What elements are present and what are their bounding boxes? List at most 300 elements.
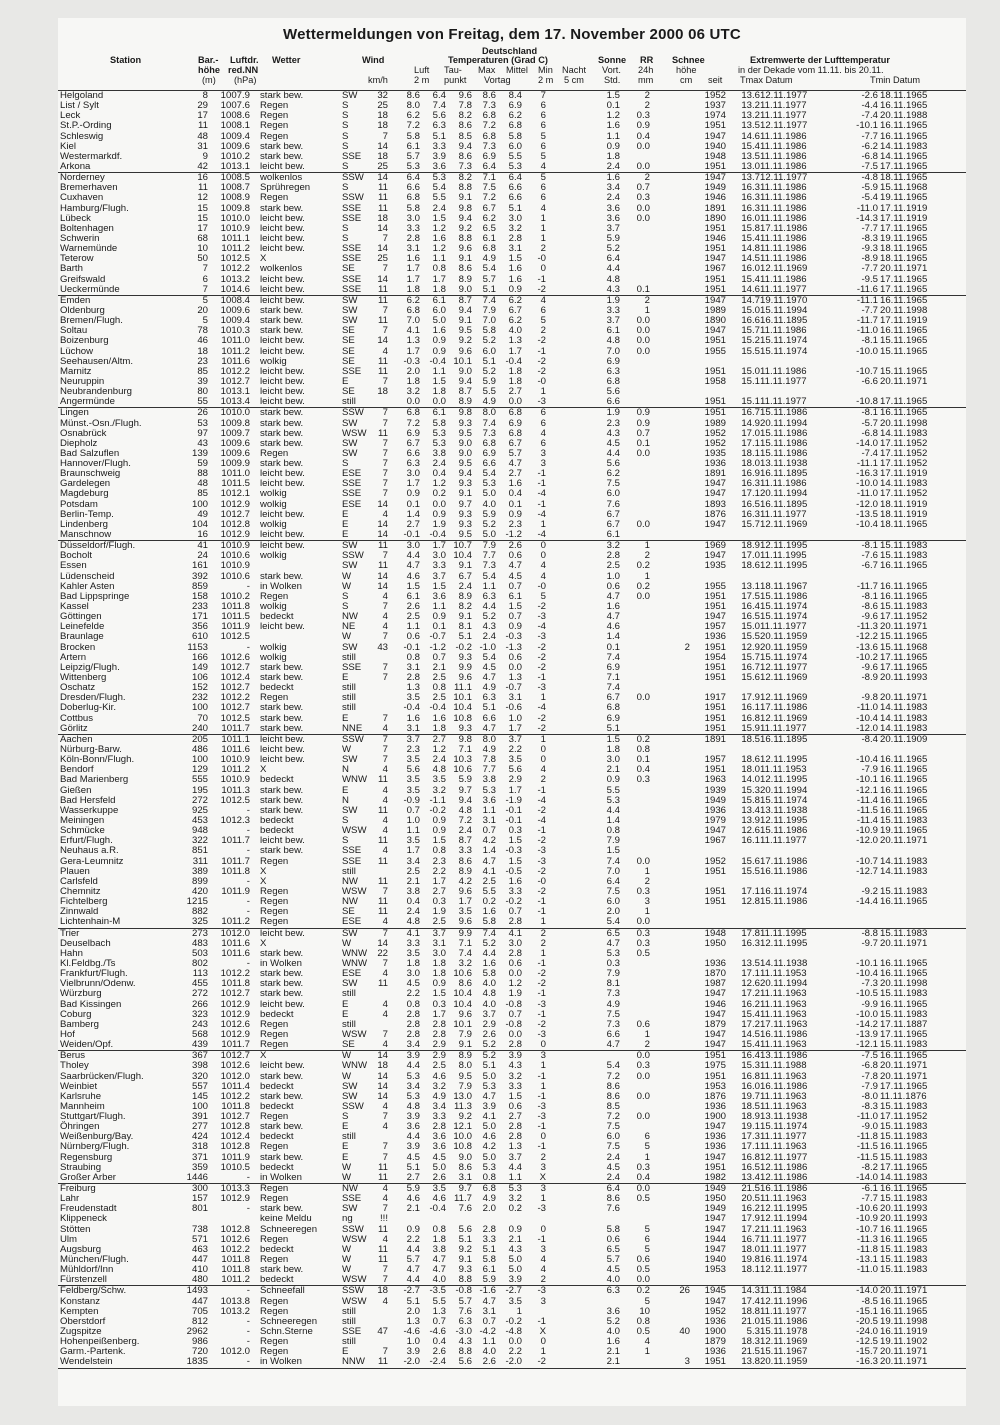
record-tmin: -10.4: [856, 754, 878, 766]
mean-temp: 1.6: [482, 906, 496, 918]
mean-temp: 5.7: [482, 273, 496, 285]
precipitation: 0.0: [636, 590, 650, 602]
dew-point: 4.5: [432, 1151, 446, 1163]
wind-direction: SW: [342, 927, 358, 939]
sunshine: 6.4: [606, 875, 620, 887]
pressure: 1012.6: [220, 1060, 250, 1072]
wind-direction: S: [342, 140, 349, 152]
sunshine: 4.9: [606, 998, 620, 1010]
sunshine: 1.6: [606, 601, 620, 613]
record-tmin-date: 20.11.1971: [880, 835, 928, 847]
record-tmin: -11.8: [856, 1243, 878, 1255]
record-tmin-date: 15.11.1983: [880, 1008, 928, 1020]
station-name: Schwerin: [60, 232, 100, 244]
sunshine: 7.6: [606, 498, 620, 510]
weather: in Wolken: [260, 957, 302, 969]
air-temp: 1.7: [406, 273, 420, 285]
air-temp: 1.4: [406, 508, 420, 520]
weather: X: [260, 764, 267, 776]
record-tmin: -11.5: [856, 804, 878, 816]
air-temp: 3.9: [406, 1346, 420, 1358]
record-tmax: 16.8: [741, 1070, 760, 1082]
mean-temp: 1.1: [482, 1336, 496, 1348]
record-tmax-date: 11.11.1986: [760, 212, 807, 224]
record-tmin: -10.7: [856, 365, 878, 377]
mean-temp: 5.9: [482, 375, 496, 387]
station-name: St.P.-Ording: [60, 120, 112, 132]
sunshine: 7.2: [606, 1111, 620, 1123]
night-temp: -1: [537, 825, 546, 837]
max-temp: 9.6: [458, 243, 472, 255]
record-tmax-date: 15.11.1986: [760, 825, 808, 837]
pressure: 1009.4: [220, 130, 250, 142]
sunshine: 4.6: [606, 621, 620, 633]
weather: in Wolken: [260, 580, 302, 592]
dew-point: 4.7: [432, 1254, 446, 1266]
station-name: Trier: [60, 927, 80, 939]
snow-depth: 2: [684, 641, 690, 653]
record-since: 1951: [704, 661, 726, 673]
weather: keine Meldu: [260, 1213, 312, 1225]
wind-speed: 4: [382, 784, 388, 796]
record-tmax: 14.0: [741, 774, 760, 786]
dew-point: 2.4: [432, 458, 446, 470]
record-tmin-date: 16.11.1965: [880, 1233, 928, 1245]
min-temp: 6.7: [508, 437, 522, 449]
pressure: 1012.7: [220, 661, 250, 673]
sunshine: 5.3: [606, 794, 620, 806]
pressure: 1012.7: [220, 1050, 250, 1062]
barometer-height: 323: [191, 1008, 208, 1020]
station-name: Görlitz: [60, 722, 88, 734]
mean-temp: 0.7: [482, 825, 496, 837]
table-row: [58, 530, 966, 540]
record-since: 1936: [704, 957, 726, 969]
record-tmin-date: 16.11.1965: [880, 325, 928, 337]
record-since: 1951: [704, 865, 726, 877]
air-temp: 2.6: [406, 601, 420, 613]
pressure: 1011.7: [221, 722, 250, 734]
record-tmax-date: 20.11.1994: [760, 784, 808, 796]
wind-speed: 18: [377, 1285, 388, 1297]
min-temp: -4.8: [505, 1326, 522, 1338]
record-tmax: 15.4: [741, 1039, 760, 1051]
precipitation: 0.9: [636, 407, 650, 419]
sunshine: 1.6: [606, 172, 620, 184]
air-temp: 2.8: [406, 1008, 420, 1020]
air-temp: 6.8: [406, 407, 420, 419]
sunshine: 3.2: [606, 540, 620, 552]
record-tmax: 16.0: [741, 212, 760, 224]
station-name: Bocholt: [60, 550, 92, 562]
dew-point: -0.4: [429, 1203, 446, 1215]
record-tmax: 14.6: [741, 130, 760, 142]
station-name: Wittenberg: [60, 672, 107, 684]
record-tmax-date: 13.11.1938: [760, 458, 808, 470]
dew-point: 0.1: [432, 621, 446, 633]
max-temp: 10.4: [453, 550, 472, 562]
air-temp: 2.7: [406, 1171, 420, 1183]
min-temp: 2.8: [508, 1121, 522, 1133]
record-tmin: -12.1: [856, 784, 878, 796]
air-temp: 1.6: [406, 712, 420, 724]
sunshine: 4.7: [606, 611, 620, 623]
weather: wolkenlos: [260, 263, 303, 275]
air-temp: 4.4: [406, 550, 420, 562]
record-since: 1947: [704, 550, 726, 562]
report-sheet: [58, 18, 966, 1406]
max-temp: 1.7: [458, 896, 472, 908]
air-temp: 4.6: [406, 570, 420, 582]
record-tmax-date: 12.11.1969: [760, 672, 808, 684]
dew-point: 1.2: [432, 744, 446, 755]
record-tmax: 19.1: [741, 1121, 760, 1133]
barometer-height: 7: [202, 283, 208, 295]
dew-point: 1.6: [432, 325, 446, 337]
dew-point: 1.3: [432, 1305, 446, 1317]
wind-speed: 7: [382, 550, 388, 562]
air-temp: 2.0: [406, 365, 420, 377]
wind-speed: 7: [382, 1274, 388, 1286]
record-since: 1949: [704, 1203, 726, 1215]
record-since: 1947: [704, 825, 726, 837]
record-tmax: 17.1: [741, 885, 760, 897]
night-temp: -2: [537, 722, 546, 734]
pressure: -: [246, 1326, 250, 1338]
mean-temp: 5.2: [482, 518, 496, 530]
record-tmax-date: 11.11.1986: [760, 160, 807, 172]
min-temp: 1.3: [508, 1141, 522, 1153]
record-tmin-date: 16.11.1965: [880, 998, 928, 1010]
record-tmax: 17.1: [741, 488, 760, 500]
header-min: Min: [538, 65, 553, 75]
weather: leicht bew.: [260, 540, 305, 552]
air-temp: 1.3: [406, 682, 420, 694]
header-vortag: Vortag: [484, 75, 511, 85]
min-temp: 1.5: [508, 835, 522, 847]
min-temp: 2.7: [508, 386, 522, 398]
air-temp: 2.5: [406, 865, 420, 877]
pressure: -: [246, 1315, 250, 1327]
barometer-height: 1215: [186, 896, 208, 908]
station-name: Essen: [60, 560, 87, 572]
max-temp: 9.4: [458, 468, 472, 480]
station-name: Bremen/Flugh.: [60, 315, 123, 327]
sunshine: 6.4: [606, 253, 620, 265]
weather: Schneeregen: [260, 1223, 318, 1235]
station-name: Magdeburg: [60, 488, 109, 500]
station-name: Wasserkuppe: [60, 804, 119, 816]
sunshine: 2.1: [606, 1346, 620, 1358]
station-name: Westermarkdf.: [60, 150, 123, 162]
wind-speed: 7: [382, 754, 388, 766]
pressure: 1008.1: [220, 120, 250, 132]
air-temp: -2.7: [403, 1285, 420, 1297]
record-since: 1947: [704, 988, 726, 1000]
precipitation: 0.1: [636, 283, 650, 295]
record-tmax-date: 11.11.1995: [760, 927, 807, 939]
weather: wolkig: [260, 498, 287, 510]
air-temp: 3.0: [406, 212, 420, 224]
max-temp: 9.0: [458, 1151, 472, 1163]
station-name: Neuruppin: [60, 375, 105, 387]
record-tmin: -10.4: [856, 968, 878, 980]
pressure: -: [246, 641, 250, 653]
weather: bedeckt: [260, 611, 294, 623]
record-tmax-date: 11.11.1986: [760, 478, 807, 490]
sunshine: 6.7: [606, 518, 620, 530]
table-row: [58, 1357, 966, 1367]
station-name: Düsseldorf/Flugh.: [60, 540, 136, 552]
air-temp: 6.6: [406, 447, 420, 459]
air-temp: 0.6: [406, 631, 420, 643]
air-temp: 0.1: [406, 498, 420, 510]
max-temp: 9.4: [458, 140, 472, 152]
mean-temp: 5.1: [482, 702, 496, 714]
station-group: [58, 1286, 966, 1368]
dew-point: 1.7: [432, 273, 446, 285]
mean-temp: 4.4: [482, 601, 496, 613]
station-name: Hof: [60, 1028, 75, 1040]
weather: wolkig: [260, 651, 287, 663]
dew-point: 3.3: [432, 560, 446, 572]
sunshine: 3.7: [606, 222, 620, 234]
wind-speed: 11: [378, 1161, 388, 1173]
barometer-height: 15: [197, 212, 208, 224]
record-since: 1940: [704, 140, 726, 152]
record-since: 1951: [704, 407, 726, 419]
record-since: 1952: [704, 90, 726, 101]
pressure: 1012.4: [220, 672, 250, 684]
record-since: 1951: [704, 243, 726, 255]
pressure: 1012.6: [220, 651, 250, 663]
night-temp: 1: [540, 386, 546, 398]
precipitation: 0.0: [636, 212, 650, 224]
dew-point: 2.3: [432, 855, 446, 867]
min-temp: 2.8: [508, 232, 522, 244]
record-tmin-date: 16.11.1965: [880, 754, 928, 766]
snow-depth: 26: [679, 1285, 690, 1297]
air-temp: 1.6: [406, 253, 420, 265]
wind-direction: S: [342, 458, 349, 470]
max-temp: 5.9: [458, 774, 472, 786]
dew-point: 0.8: [432, 845, 446, 857]
wind-speed: 14: [377, 335, 388, 347]
night-temp: 1: [540, 1080, 546, 1092]
record-tmin: -7.5: [861, 160, 878, 172]
min-temp: 3.5: [508, 754, 522, 766]
night-temp: 1: [540, 232, 546, 244]
barometer-height: 318: [191, 1141, 208, 1153]
min-temp: 0.6: [508, 550, 522, 562]
barometer-height: 5: [202, 294, 208, 306]
record-tmin: -7.4: [861, 447, 878, 459]
record-tmin: -7.9: [861, 1080, 878, 1092]
weather: Regen: [260, 692, 289, 704]
pressure: 1010.9: [220, 540, 250, 552]
sunshine: 4.8: [606, 335, 620, 347]
precipitation: 0.4: [636, 130, 650, 142]
dew-point: 4.0: [432, 1274, 446, 1286]
header-extrem: Extremwerte der Lufttemperatur: [750, 55, 890, 65]
barometer-height: 447: [191, 1254, 208, 1266]
wind-direction: E: [342, 529, 349, 541]
record-since: 1879: [704, 1018, 726, 1030]
record-tmin: -12.5: [856, 1336, 878, 1348]
record-tmin-date: 15.11.1968: [880, 641, 928, 653]
record-tmin-date: 14.11.1983: [880, 712, 928, 724]
pressure: 1013.2: [220, 1305, 250, 1317]
mean-temp: 7.5: [482, 182, 496, 194]
sunshine: 6.5: [606, 1243, 620, 1255]
record-tmin: -8.1: [861, 540, 878, 552]
barometer-height: 232: [191, 692, 208, 704]
record-tmax-date: 12.11.1986: [760, 1171, 808, 1183]
max-temp: 9.6: [458, 885, 472, 897]
night-temp: 6: [540, 192, 546, 204]
sunshine: 0.9: [606, 774, 620, 786]
record-tmax: 16.8: [741, 1151, 760, 1163]
dew-point: 2.1: [432, 661, 446, 673]
record-tmin-date: 17.11.1965: [880, 222, 928, 234]
page-title: Wettermeldungen von Freitag, dem 17. November 2000 06 UTC: [283, 26, 741, 43]
pressure: 1010.9: [220, 222, 250, 234]
record-since: 1952: [704, 1305, 726, 1317]
record-tmin: -10.0: [856, 478, 878, 490]
sunshine: 5.9: [606, 232, 620, 244]
dew-point: 3.7: [432, 927, 446, 939]
max-temp: 9.0: [458, 283, 472, 295]
air-temp: 1.0: [406, 814, 420, 826]
record-tmax: 17.5: [741, 590, 760, 602]
record-tmin-date: 15.11.1983: [880, 1254, 928, 1266]
mean-temp: 5.3: [482, 1161, 496, 1173]
record-tmin-date: 19.11.1902: [880, 1336, 928, 1348]
max-temp: 4.8: [458, 804, 472, 816]
night-temp: 3: [540, 458, 546, 470]
record-tmax-date: 20.11.1959: [760, 631, 808, 643]
record-tmax-date: 11.11.1963: [760, 1193, 807, 1205]
min-temp: 0.7: [508, 580, 522, 592]
night-temp: -3: [537, 855, 546, 867]
air-temp: 0.9: [406, 1223, 420, 1235]
record-tmax: 5.3: [746, 1326, 760, 1338]
barometer-height: 104: [191, 518, 208, 530]
air-temp: 5.1: [406, 1295, 420, 1307]
wind-direction: W: [342, 1264, 352, 1276]
barometer-height: 320: [191, 1070, 208, 1082]
precipitation: 0.0: [636, 1050, 650, 1062]
record-tmin-date: 16.11.1965: [880, 1223, 928, 1235]
weather: stark bew.: [260, 845, 304, 857]
record-since: 1936: [704, 1141, 726, 1153]
max-temp: 8.7: [458, 294, 472, 306]
station-name: Angermünde: [60, 396, 115, 408]
mean-temp: 5.3: [482, 1080, 496, 1092]
record-tmax: 16.6: [741, 315, 760, 327]
precipitation: 0.3: [636, 110, 650, 122]
mean-temp: 4.1: [482, 1111, 496, 1123]
station-name: Lichtenhain-M: [60, 916, 121, 928]
night-temp: -3: [537, 1028, 546, 1040]
min-temp: -0.5: [505, 865, 522, 877]
record-tmax-date: 11.11.1963: [760, 1223, 807, 1235]
weather: stark bew.: [260, 1203, 304, 1215]
sunshine: 0.9: [606, 140, 620, 152]
pressure: 1008.4: [220, 294, 250, 306]
station-name: Hohenpeißenberg.: [60, 1336, 140, 1348]
barometer-height: 11: [198, 120, 208, 132]
min-temp: 5.0: [508, 1264, 522, 1276]
weather: bedeckt: [260, 1100, 294, 1112]
mean-temp: 5.5: [482, 885, 496, 897]
record-tmax: 16.3: [741, 192, 760, 204]
record-tmin-date: 20.11.1971: [880, 621, 928, 633]
dew-point: -0.7: [429, 631, 446, 643]
max-temp: 3.1: [458, 1171, 472, 1183]
min-temp: 0.0: [508, 661, 522, 673]
record-since: 1936: [704, 631, 726, 643]
record-since: 1947: [704, 130, 726, 142]
dew-point: 1.1: [432, 365, 446, 377]
weather: stark bew.: [260, 1070, 304, 1082]
wind-direction: E: [342, 784, 349, 796]
station-group: [58, 929, 966, 1052]
min-temp: 4.7: [508, 458, 522, 470]
record-tmin: -12.0: [856, 835, 878, 847]
barometer-height: 899: [191, 875, 208, 887]
record-tmax: 21.5: [741, 1183, 760, 1195]
station-name: Bad Marienberg: [60, 774, 129, 786]
mean-temp: 6.8: [482, 130, 496, 142]
pressure: 1011.7: [221, 855, 250, 867]
sunshine: 8.1: [606, 978, 620, 990]
night-temp: 4: [540, 202, 546, 214]
record-tmin-date: 16.11.1965: [880, 1183, 928, 1195]
header-min2: 2 m: [538, 75, 554, 85]
max-temp: 7.6: [458, 1203, 472, 1215]
weather: Regen: [260, 855, 289, 867]
pressure: 1011.4: [221, 1080, 250, 1092]
min-temp: 3.9: [508, 1274, 522, 1286]
record-since: 1870: [704, 968, 726, 980]
min-temp: 1.1: [508, 1171, 522, 1183]
min-temp: 1.8: [508, 375, 522, 387]
record-tmin: -11.4: [856, 794, 878, 806]
record-tmax: 17.8: [741, 927, 760, 939]
record-tmax-date: 12.11.1995: [760, 754, 808, 766]
night-temp: 5: [540, 150, 546, 162]
max-temp: 9.1: [458, 1039, 472, 1051]
min-temp: 3.2: [508, 1070, 522, 1082]
dew-point: 1.8: [432, 283, 446, 295]
station-name: Ueckermünde: [60, 283, 120, 295]
air-temp: 2.3: [406, 744, 420, 755]
wind-speed: 4: [382, 1183, 388, 1195]
mean-temp: 5.9: [482, 1274, 496, 1286]
sunshine: 0.8: [606, 825, 620, 837]
record-tmax-date: 14.11.1938: [760, 957, 808, 969]
night-temp: 5: [540, 315, 546, 327]
min-temp: -1.9: [505, 794, 522, 806]
weather: stark bew.: [260, 90, 304, 101]
barometer-height: 453: [191, 814, 208, 826]
night-temp: -2: [537, 978, 546, 990]
station-name: Helgoland: [60, 90, 104, 101]
min-temp: -0.2: [505, 1315, 522, 1327]
wind-direction: SW: [342, 90, 358, 101]
record-tmin: -2.6: [861, 90, 878, 101]
